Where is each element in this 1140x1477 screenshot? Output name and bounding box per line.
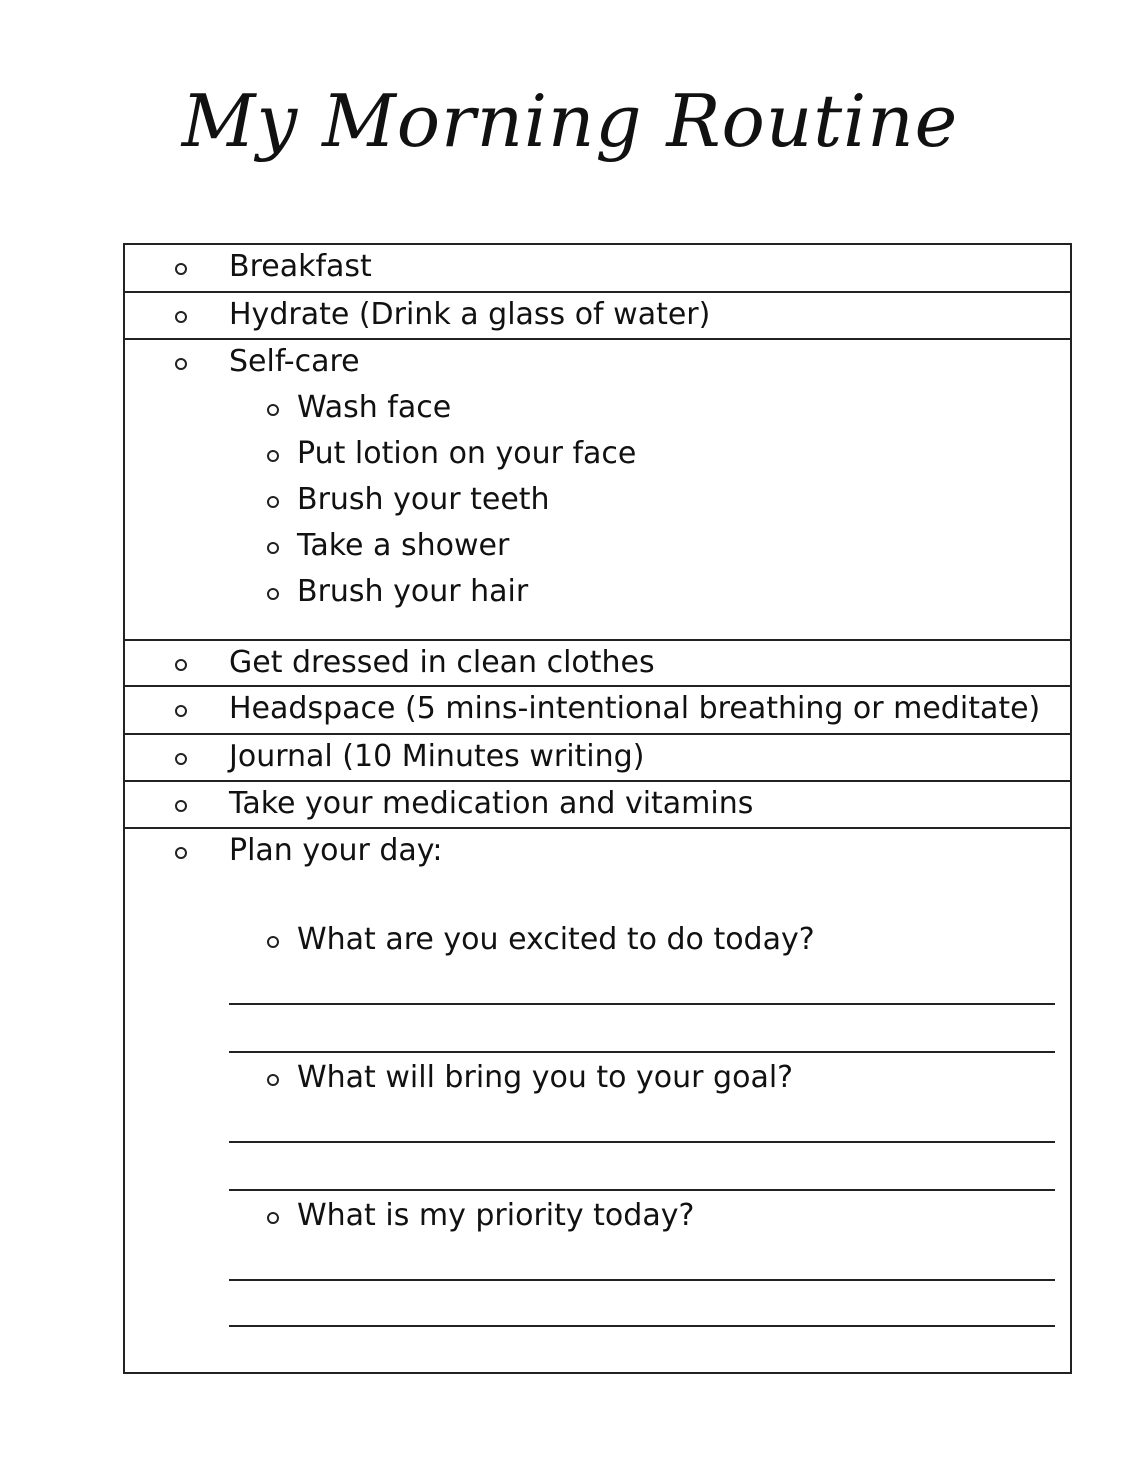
subitem-label: Wash face xyxy=(297,390,452,425)
checkbox-circle-icon[interactable] xyxy=(175,753,187,765)
routine-row-medication xyxy=(125,782,1070,829)
checkbox-circle-icon[interactable] xyxy=(267,542,279,554)
item-label: Headspace (5 mins-intentional breathing or meditate) xyxy=(229,691,1041,726)
checkbox-circle-icon[interactable] xyxy=(267,496,279,508)
checkbox-circle-icon[interactable] xyxy=(267,1074,279,1086)
checkbox-circle-icon[interactable] xyxy=(267,404,279,416)
subitem-label: Brush your teeth xyxy=(297,482,550,517)
item-label: Journal (10 Minutes writing) xyxy=(229,739,645,774)
answer-line[interactable] xyxy=(229,1325,1055,1327)
item-label: Plan your day: xyxy=(229,833,443,868)
subitem-label: Take a shower xyxy=(297,528,510,563)
checkbox-circle-icon[interactable] xyxy=(175,659,187,671)
checkbox-circle-icon[interactable] xyxy=(175,800,187,812)
routine-row-breakfast xyxy=(125,245,1070,293)
checkbox-circle-icon[interactable] xyxy=(175,847,187,859)
answer-line[interactable] xyxy=(229,1279,1055,1281)
item-label: Self-care xyxy=(229,344,360,379)
answer-line[interactable] xyxy=(229,1189,1055,1191)
routine-row-selfcare xyxy=(125,340,1070,641)
routine-row-hydrate xyxy=(125,293,1070,340)
subitem-label: Brush your hair xyxy=(297,574,529,609)
question-label: What is my priority today? xyxy=(297,1198,695,1233)
routine-table xyxy=(123,243,1072,1374)
answer-line[interactable] xyxy=(229,1051,1055,1053)
routine-row-journal xyxy=(125,735,1070,782)
checkbox-circle-icon[interactable] xyxy=(267,1212,279,1224)
checkbox-circle-icon[interactable] xyxy=(267,588,279,600)
question-label: What will bring you to your goal? xyxy=(297,1060,794,1095)
page-title: My Morning Routine xyxy=(181,79,959,163)
question-label: What are you excited to do today? xyxy=(297,922,815,957)
item-label: Take your medication and vitamins xyxy=(229,786,754,821)
routine-row-dressed xyxy=(125,641,1070,687)
checkbox-circle-icon[interactable] xyxy=(175,311,187,323)
item-label: Get dressed in clean clothes xyxy=(229,645,655,680)
subitem-label: Put lotion on your face xyxy=(297,436,637,471)
checkbox-circle-icon[interactable] xyxy=(175,263,187,275)
checkbox-circle-icon[interactable] xyxy=(175,358,187,370)
answer-line[interactable] xyxy=(229,1003,1055,1005)
checkbox-circle-icon[interactable] xyxy=(267,936,279,948)
routine-row-plan xyxy=(125,829,1070,1374)
routine-row-headspace xyxy=(125,687,1070,735)
answer-line[interactable] xyxy=(229,1141,1055,1143)
checkbox-circle-icon[interactable] xyxy=(267,450,279,462)
item-label: Breakfast xyxy=(229,249,372,284)
item-label: Hydrate (Drink a glass of water) xyxy=(229,297,711,332)
checkbox-circle-icon[interactable] xyxy=(175,705,187,717)
